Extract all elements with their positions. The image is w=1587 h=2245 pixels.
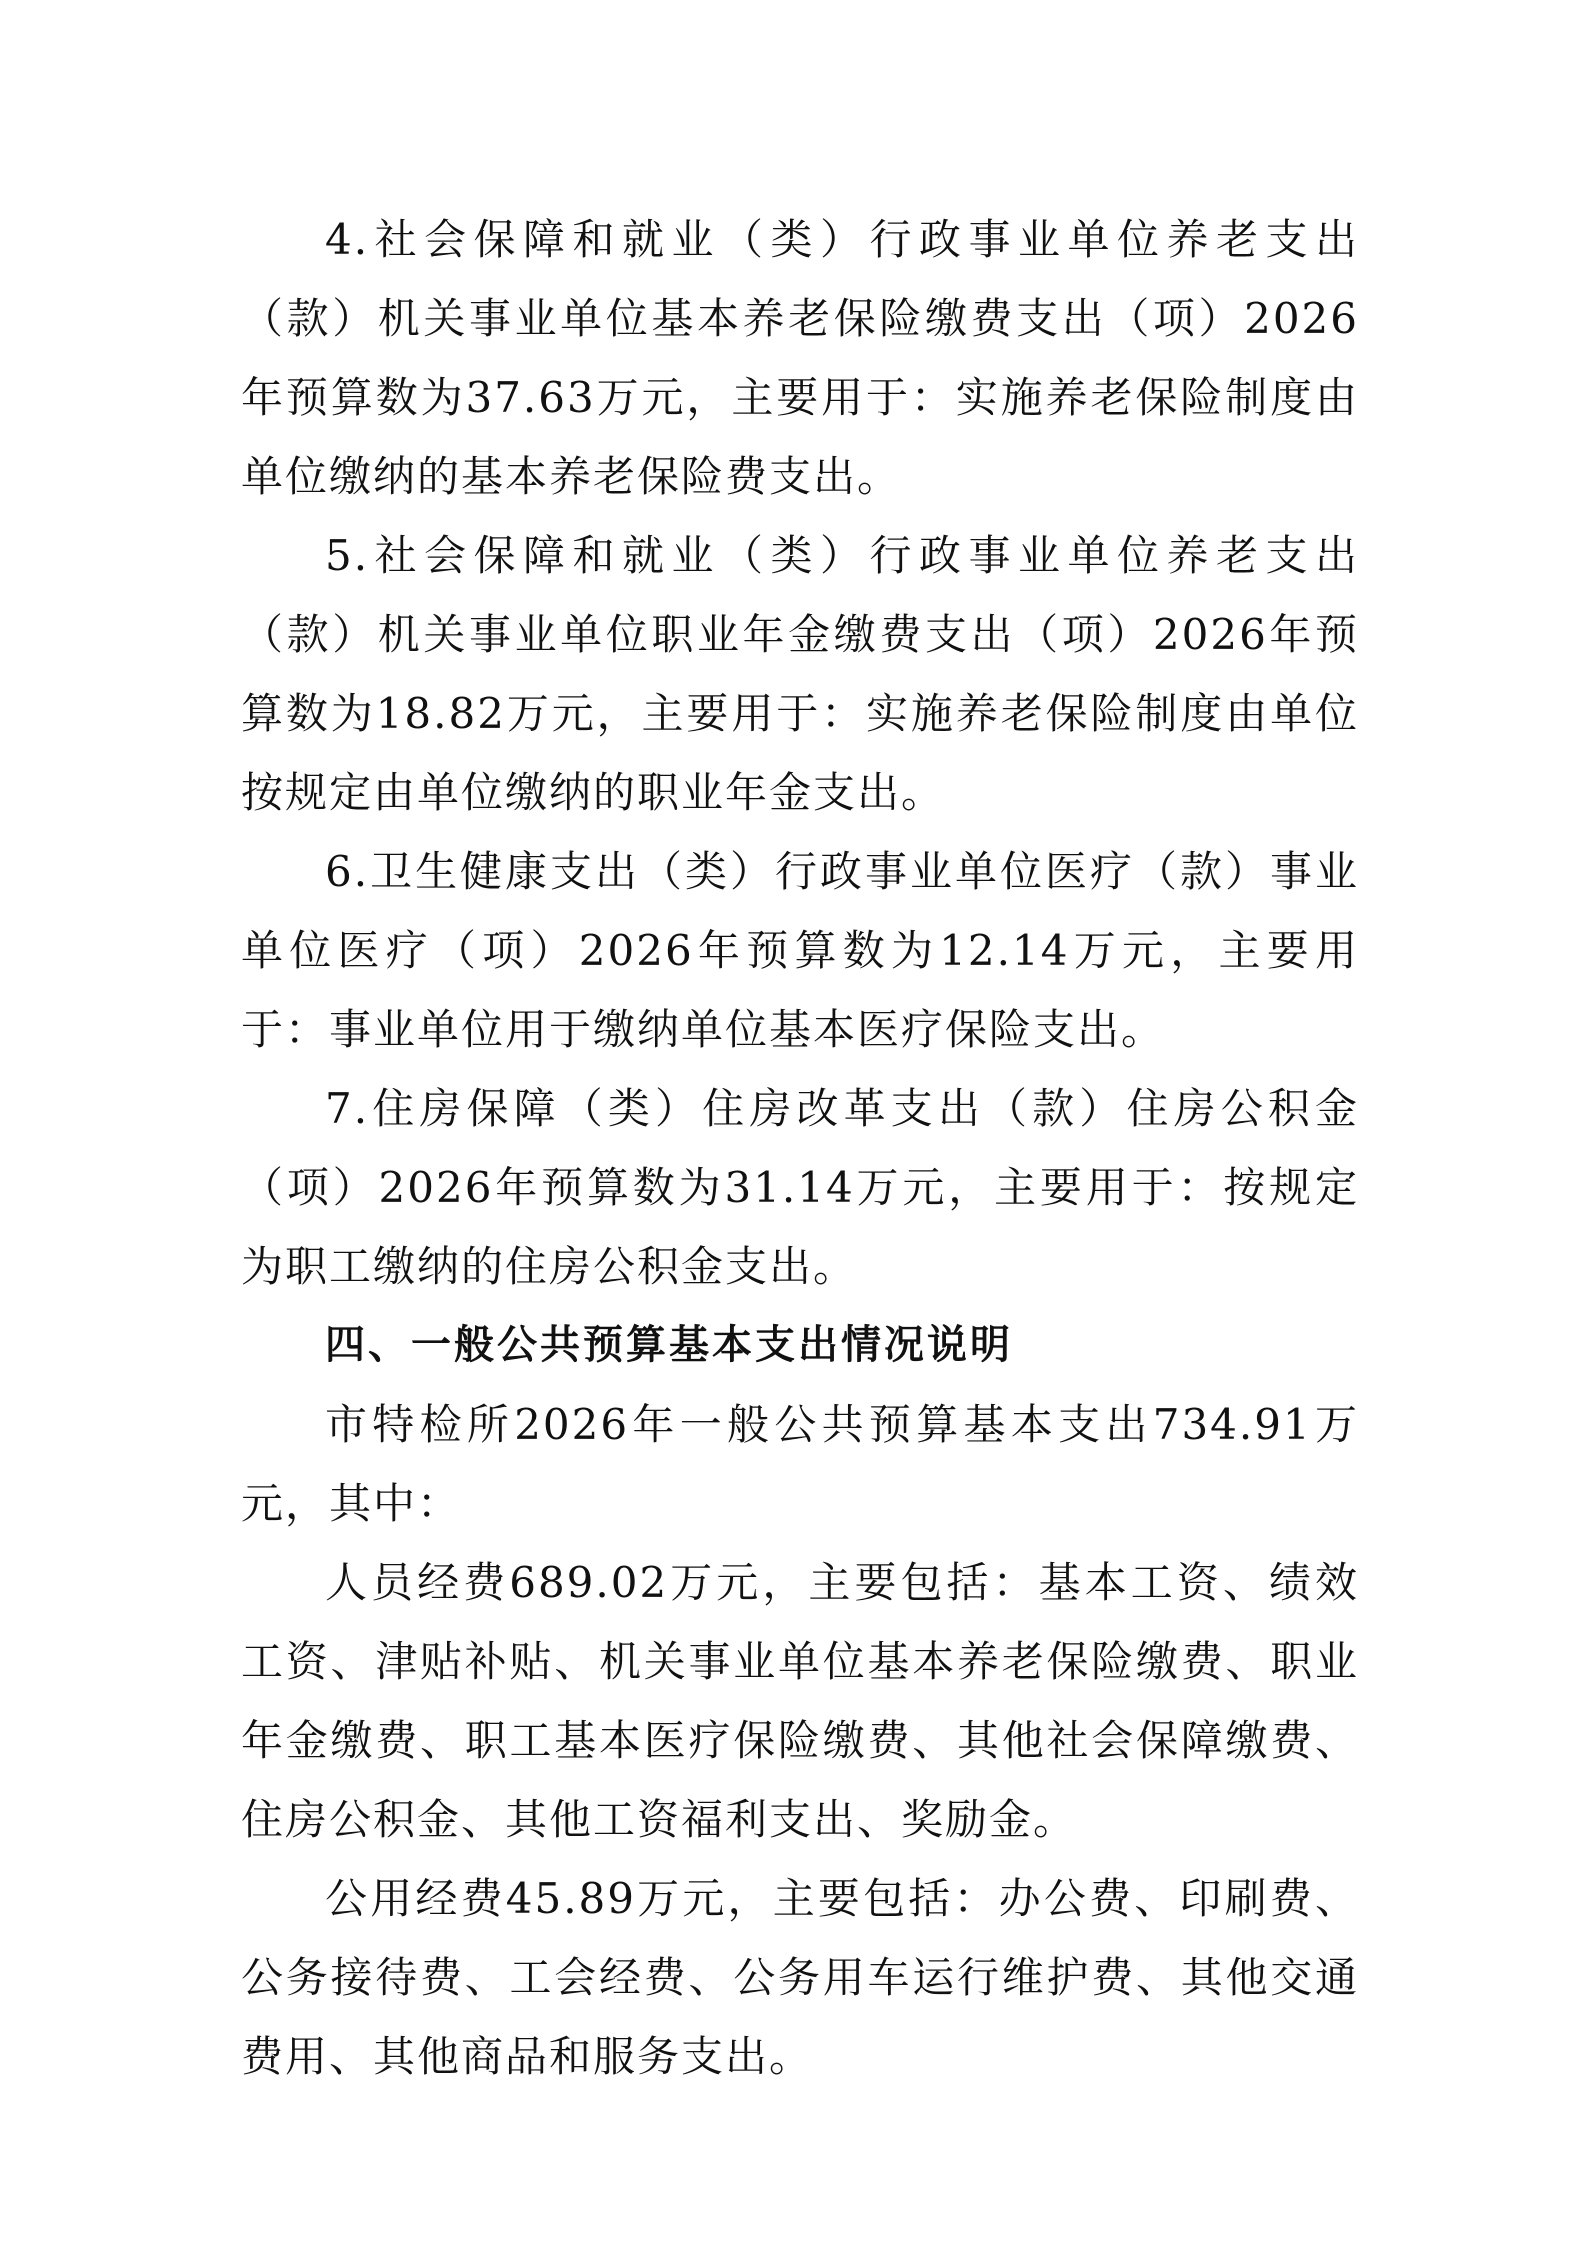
basic-expenditure-summary: 市特检所2026年一般公共预算基本支出734.91万元，其中：	[241, 1400, 1359, 1528]
paragraph-item-7: 7.住房保障（类）住房改革支出（款）住房公积金（项）2026年预算数为31.14万元，主要用于：按规定为职工缴纳的住房公积金支出。	[241, 1084, 1359, 1291]
document-page	[241, 200, 1359, 2096]
personnel-expenses-paragraph: 人员经费689.02万元，主要包括：基本工资、绩效工资、津贴补贴、机关事业单位基本养老保险缴费、职业年金缴费、职工基本医疗保险缴费、其他社会保障缴费、住房公积金、其他工资福利支出、奖励金。	[241, 1558, 1359, 1844]
paragraph-item-4: 4.社会保障和就业（类）行政事业单位养老支出（款）机关事业单位基本养老保险缴费支出（项）2026年预算数为37.63万元，主要用于：实施养老保险制度由单位缴纳的基本养老保险费支出。	[241, 215, 1359, 501]
paragraph-item-5: 5.社会保障和就业（类）行政事业单位养老支出（款）机关事业单位职业年金缴费支出（项）2026年预算数为18.82万元，主要用于：实施养老保险制度由单位按规定由单位缴纳的职业年金支出。	[241, 531, 1359, 817]
public-expenses-paragraph: 公用经费45.89万元，主要包括：办公费、印刷费、公务接待费、工会经费、公务用车运行维护费、其他交通费用、其他商品和服务支出。	[241, 1874, 1359, 2081]
paragraph-item-6: 6.卫生健康支出（类）行政事业单位医疗（款）事业单位医疗（项）2026年预算数为12.14万元，主要用于：事业单位用于缴纳单位基本医疗保险支出。	[241, 847, 1359, 1054]
section-heading: 四、一般公共预算基本支出情况说明	[325, 1322, 1013, 1368]
